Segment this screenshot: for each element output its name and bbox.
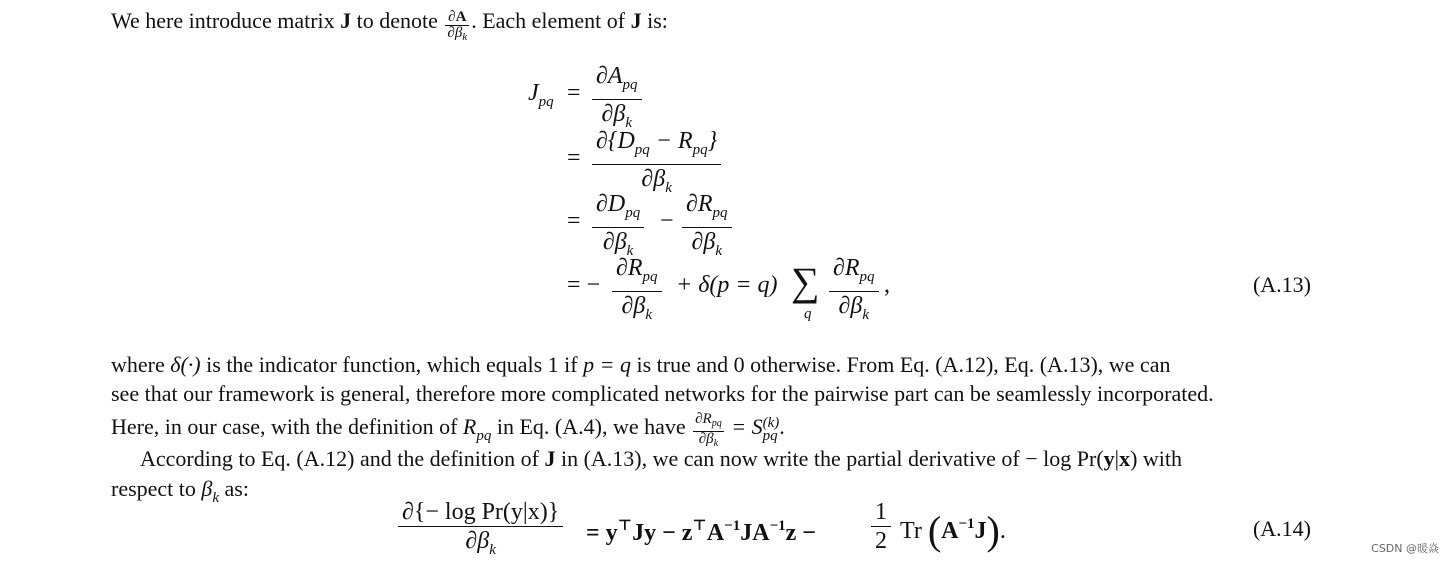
- half-fraction: [871, 498, 891, 555]
- intro-text-after: . Each element of: [471, 8, 631, 33]
- equals-s: = S: [725, 414, 763, 439]
- eq13-lhs-sub: pq: [538, 94, 554, 110]
- big-paren-close: ): [986, 508, 1000, 553]
- big-paren-open: (: [927, 508, 942, 553]
- eq13-step1-num-text: ∂A: [596, 63, 623, 89]
- eq13-step1-num: [592, 62, 642, 100]
- sum-symbol: ∑: [791, 259, 820, 304]
- symbol-r-sub: pq: [476, 428, 492, 444]
- para1-line2: see that our framework is general, therefore more complicated networks for the pairwise part can be seamlessly incorporated.: [111, 381, 1214, 406]
- para2-text-c: with: [1137, 446, 1183, 471]
- symbol-y: y: [1103, 446, 1115, 471]
- inline-frac2-num: [693, 412, 724, 432]
- eq13-step4a-fraction: [612, 254, 662, 329]
- half-num: 1: [871, 498, 891, 527]
- eq13-step4b-fraction: [829, 254, 879, 329]
- eq13-step3a-den-sub: k: [626, 243, 634, 259]
- symbol-beta-sub: k: [212, 490, 220, 506]
- intro-text-mid: to denote: [351, 8, 444, 33]
- inline-frac2-den-sub: k: [713, 438, 719, 449]
- eq13-step4a-den-text: ∂β: [621, 293, 646, 319]
- para1-line1: [111, 352, 1311, 378]
- eq13-step2-num-sub2: pq: [692, 142, 708, 158]
- para1-line3-text-a: Here, in our case, with the definition of: [111, 414, 463, 439]
- eq13-step4a-den-sub: k: [645, 307, 652, 323]
- equation-number-a13: (A.13): [1252, 272, 1311, 297]
- s-superscript: (k): [762, 415, 780, 431]
- eq14-period: .: [999, 518, 1006, 544]
- symbol-j-3: J: [544, 446, 556, 471]
- eq13-lhs-symbol: J: [528, 80, 539, 106]
- transpose-1: ⊤: [617, 518, 633, 534]
- frac-numerator: ∂A: [445, 10, 469, 26]
- eq14-lhs-num: ∂{− log Pr(y|x)}: [398, 498, 563, 527]
- eq13-lhs: [528, 80, 554, 111]
- para2-text-b: in (A.13), we can now write the partial derivative of: [555, 446, 1026, 471]
- frac-den-symbol: ∂β: [447, 25, 463, 41]
- eq13-step2-den-sub: k: [665, 180, 672, 196]
- eq13-minus: −: [660, 208, 674, 234]
- delta-function: δ(·): [170, 352, 201, 377]
- csdn-watermark: CSDN @暖焱: [1371, 542, 1439, 555]
- eq14-rhs-a: = y: [586, 520, 618, 546]
- eq14-lhs-den-text: ∂β: [465, 528, 490, 554]
- eq13-step2-den-text: ∂β: [641, 166, 666, 192]
- eq13-step4b-num: [829, 254, 879, 292]
- inline-frac2-den-text: ∂β: [698, 431, 714, 447]
- eq13-step2-num-end: }: [707, 128, 718, 154]
- eq13-step1-num-sub: pq: [622, 77, 638, 93]
- trace-a: A: [941, 518, 959, 544]
- symbol-r: R: [462, 414, 477, 439]
- eq13-step4b-den-sub: k: [862, 307, 869, 323]
- trace-inverse: −1: [958, 516, 975, 532]
- eq13-step2-num: [592, 127, 721, 165]
- eq13-step3a-den-text: ∂β: [602, 229, 627, 255]
- para2-line2-text-b: as:: [219, 476, 249, 501]
- frac-den-sub: k: [462, 31, 468, 43]
- close-paren: ): [1130, 446, 1138, 471]
- intro-text: We here introduce matrix: [111, 8, 341, 33]
- para2-line2: [111, 476, 1311, 511]
- eq13-step2-num-a: ∂{D: [596, 128, 635, 154]
- eq14-lhs-fraction: [398, 498, 563, 564]
- eq14-lhs-den: [398, 527, 563, 564]
- para1-text-a: where: [111, 352, 171, 377]
- inline-fraction: [445, 10, 469, 45]
- para2-line1: [140, 446, 1311, 472]
- eq13-step3b-num-sub: pq: [712, 205, 728, 221]
- para1-line3-text-b: in Eq. (A.4), we have: [491, 414, 692, 439]
- inverse-1: −1: [724, 518, 741, 534]
- eq13-step3b-fraction: [682, 190, 732, 265]
- eq13-step3b-den-sub: k: [715, 243, 722, 259]
- p-equals-q: p = q: [583, 352, 631, 377]
- symbol-j-2: J: [630, 8, 642, 33]
- eq13-step3a-num-sub: pq: [625, 205, 641, 221]
- eq13-step1-fraction: [592, 62, 642, 137]
- symbol-beta: β: [201, 476, 213, 501]
- eq13-step3b-den-text: ∂β: [691, 229, 716, 255]
- eq13-step1-den-sub: k: [625, 115, 632, 131]
- para1-text-b: is the indicator function, which equals 1 if: [200, 352, 584, 377]
- eq13-step4b-den: [829, 292, 879, 329]
- equation-number-a14: (A.14): [1252, 516, 1311, 541]
- sum-index: q: [804, 306, 812, 322]
- neg-log-pr: − log Pr(: [1025, 446, 1104, 471]
- eq13-step1-den-text: ∂β: [601, 101, 626, 127]
- intro-line: [111, 8, 1311, 45]
- eq14-rhs: [586, 516, 816, 547]
- eq13-step2-num-mid: − R: [649, 128, 693, 154]
- para1-period: .: [779, 414, 785, 439]
- eq14-rhs-e: z −: [785, 520, 816, 546]
- eq13-step4b-num-sub: pq: [859, 269, 875, 285]
- eq14-lhs-den-sub: k: [489, 542, 496, 558]
- eq13-step4b-den-text: ∂β: [838, 293, 863, 319]
- eq13-delta-term: + δ(p = q): [676, 272, 778, 298]
- eq13-step4b-num-text: ∂R: [833, 255, 860, 281]
- intro-text-end: is:: [641, 8, 668, 33]
- inline-frac2-num-sub: pq: [711, 418, 722, 429]
- symbol-x: x: [1119, 446, 1131, 471]
- eq13-step3b-num-text: ∂R: [686, 191, 713, 217]
- s-subscript: pq: [762, 428, 778, 444]
- frac-denominator: [445, 26, 469, 45]
- eq13-equals-4: = −: [567, 272, 601, 298]
- s-scripts: [763, 417, 780, 443]
- inverse-2: −1: [769, 518, 786, 534]
- eq13-equals-2: =: [567, 145, 581, 171]
- eq14-rhs-d: JA: [740, 520, 770, 546]
- eq13-step2-num-sub1: pq: [634, 142, 650, 158]
- half-den: 2: [875, 528, 887, 554]
- trace-j: J: [974, 518, 987, 544]
- trace-expression: [900, 508, 1006, 553]
- transpose-2: ⊤: [692, 518, 707, 534]
- eq14-rhs-c: A: [706, 520, 725, 546]
- eq13-equals-1: =: [567, 80, 581, 106]
- eq14-rhs-b: Jy − z: [632, 520, 693, 546]
- eq13-step4a-den: [612, 292, 662, 329]
- inline-frac2-num-text: ∂R: [695, 411, 712, 427]
- eq13-step4a-num-sub: pq: [642, 269, 658, 285]
- eq13-step3b-den: [682, 228, 732, 265]
- eq13-step3b-num: [682, 190, 732, 228]
- eq13-equals-3: =: [567, 208, 581, 234]
- para1-text-c: is true and 0 otherwise. From Eq. (A.12), Eq. (A.13), we can: [630, 352, 1171, 377]
- para2-line2-text-a: respect to: [111, 476, 202, 501]
- eq13-step3a-num: [592, 190, 644, 228]
- eq13-step4a-num-text: ∂R: [616, 255, 643, 281]
- eq13-step3a-num-text: ∂D: [596, 191, 626, 217]
- eq13-step4a-num: [612, 254, 662, 292]
- eq13-comma: ,: [884, 272, 890, 298]
- trace-label: Tr: [900, 518, 922, 544]
- para2-text-a: According to Eq. (A.12) and the definition of: [140, 446, 545, 471]
- symbol-j: J: [340, 8, 352, 33]
- given-bar: |: [1114, 446, 1120, 471]
